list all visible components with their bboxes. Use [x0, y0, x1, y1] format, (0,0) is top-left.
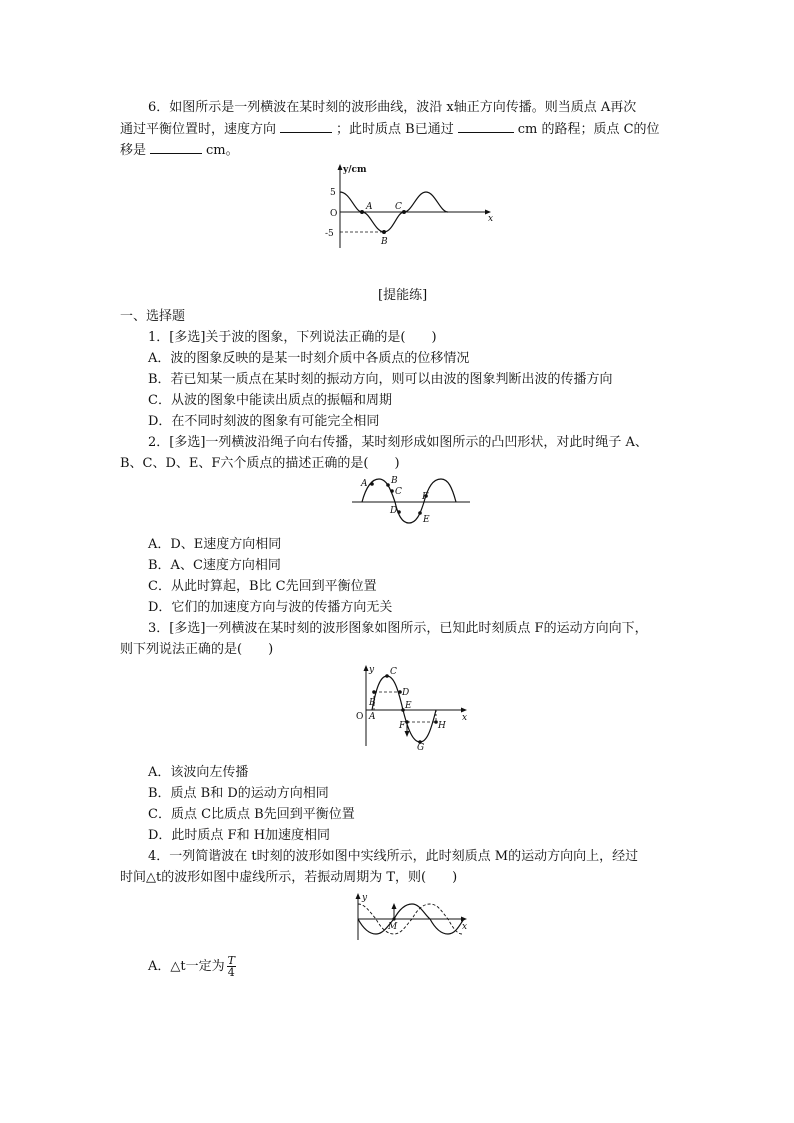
- q3-x-arrow: [461, 708, 467, 713]
- q6-point-b: [382, 230, 386, 234]
- q4-label-m: M: [388, 922, 398, 932]
- q6-point-c: [402, 210, 406, 214]
- q4-m-arrow-head: [392, 903, 397, 909]
- q4-point-m: [392, 917, 395, 920]
- q3-label-g: G: [417, 743, 425, 753]
- q3-label-x: x: [462, 713, 468, 723]
- q1-stem: 1．[多选]关于波的图象，下列说法正确的是( ): [148, 330, 437, 345]
- q2-label-b: B: [391, 476, 398, 486]
- q6-tick-pos: 5: [330, 188, 336, 198]
- q6-line1: 6．如图所示是一列横波在某时刻的波形曲线，波沿 x轴正方向传播。则当质点 A再次: [148, 100, 637, 115]
- q3-option-b: B．质点 B和 D的运动方向相同: [148, 786, 329, 801]
- q4-frac-den: 4: [227, 966, 235, 979]
- q6-label-b: B: [381, 237, 388, 247]
- q6-label-c: C: [395, 202, 402, 212]
- q2-rope-curve: [362, 479, 456, 523]
- q2-stem-line1: 2．[多选]一列横波沿绳子向右传播，某时刻形成如图所示的凸凹形状，对此时绳子 A、: [148, 435, 648, 450]
- q6-line2a: 通过平衡位置时，速度方向: [120, 122, 277, 137]
- q4-option-a: [148, 955, 236, 979]
- q6-y-label: y/cm: [343, 165, 367, 175]
- q6-blank-3: [150, 141, 202, 154]
- q6-label-a: A: [366, 202, 373, 212]
- q2-label-e: E: [423, 515, 430, 525]
- q2-option-d: D．它们的加速度方向与波的传播方向无关: [148, 600, 393, 615]
- q4-stem-line2: 时间△t的波形如图中虚线所示，若振动周期为 T，则( ): [120, 870, 458, 885]
- q6-line2: [120, 120, 660, 140]
- q1-option-c: C．从波的图象中能读出质点的振幅和周期: [148, 393, 392, 408]
- q2-option-c: C．从此时算起，B比 C先回到平衡位置: [148, 579, 377, 594]
- q3-label-h: H: [438, 721, 446, 731]
- q6-line2c: cm 的路程；质点 C的位: [517, 122, 660, 137]
- q2-stem-line2: B、C、D、E、F六个质点的描述正确的是( ): [120, 456, 400, 471]
- q4-figure: [352, 892, 472, 942]
- q4-label-y: y: [362, 893, 368, 903]
- q3-option-c: C．质点 C比质点 B先回到平衡位置: [148, 807, 355, 822]
- q1-option-a: A．波的图象反映的是某一时刻介质中各质点的位移情况: [148, 351, 470, 366]
- q3-option-d: D．此时质点 F和 H加速度相同: [148, 828, 331, 843]
- q2-point-e: [418, 511, 422, 515]
- q2-point-a: [370, 482, 374, 486]
- q3-stem-line1: 3．[多选]一列横波在某时刻的波形图象如图所示，已知此时刻质点 F的运动方向向下，: [148, 621, 648, 636]
- q4-option-a-text: A．△t一定为: [148, 959, 225, 974]
- q2-point-c: [390, 489, 394, 493]
- q3-stem-line2: 则下列说法正确的是( ): [120, 642, 274, 657]
- q3-point-c: [385, 674, 389, 678]
- q4-label-x: x: [462, 922, 468, 932]
- q2-point-d: [397, 510, 401, 514]
- q2-option-a: A．D、E速度方向相同: [148, 537, 282, 552]
- q6-origin-label: O: [330, 209, 338, 219]
- q3-label-d: D: [402, 688, 410, 698]
- q2-label-c: C: [395, 487, 402, 497]
- q3-label-e: E: [405, 701, 412, 711]
- q3-y-arrow: [364, 665, 369, 671]
- q3-option-a: A．该波向左传播: [148, 765, 249, 780]
- q2-point-b: [386, 483, 390, 487]
- q2-figure: [352, 475, 470, 525]
- q4-option-a-fraction: [227, 955, 236, 978]
- q4-frac-num: T: [227, 954, 235, 967]
- q6-tick-neg: -5: [325, 229, 334, 239]
- q3-f-arrow-head: [405, 731, 410, 737]
- q3-label-b: B: [369, 698, 376, 708]
- q6-y-arrow: [338, 164, 343, 170]
- q6-line2b: ；此时质点 B已通过: [336, 122, 454, 137]
- q4-stem-line1: 4．一列简谐波在 t时刻的波形如图中实线所示，此时刻质点 M的运动方向向上，经过: [148, 849, 639, 864]
- q6-line3b: cm。: [206, 143, 239, 158]
- q3-label-o: O: [356, 712, 364, 722]
- q3-figure: [352, 664, 470, 753]
- q3-label-f: F: [399, 721, 406, 731]
- q3-point-b: [372, 690, 376, 694]
- q3-label-a: A: [369, 712, 376, 722]
- q3-label-c: C: [390, 667, 397, 677]
- q1-option-b: B．若已知某一质点在某时刻的振动方向，则可以由波的图象判断出波的传播方向: [148, 372, 613, 387]
- q6-x-label: x: [488, 214, 494, 224]
- q6-blank-2: [458, 120, 514, 133]
- q2-option-b: B．A、C速度方向相同: [148, 558, 281, 573]
- q6-point-a: [360, 210, 364, 214]
- q6-line3: [120, 141, 239, 161]
- section-title: [提能练]: [378, 288, 428, 303]
- q6-figure: [325, 162, 500, 248]
- q3-label-y: y: [369, 665, 375, 675]
- section-part1: 一、选择题: [120, 309, 186, 324]
- q4-y-arrow: [356, 893, 361, 899]
- q6-line3a: 移是: [120, 143, 147, 158]
- q6-blank-1: [280, 120, 332, 133]
- q1-option-d: D．在不同时刻波的图象有可能完全相同: [148, 414, 380, 429]
- q2-label-d: D: [390, 506, 398, 516]
- q2-label-a: A: [361, 479, 368, 489]
- q2-label-f: F: [422, 492, 429, 502]
